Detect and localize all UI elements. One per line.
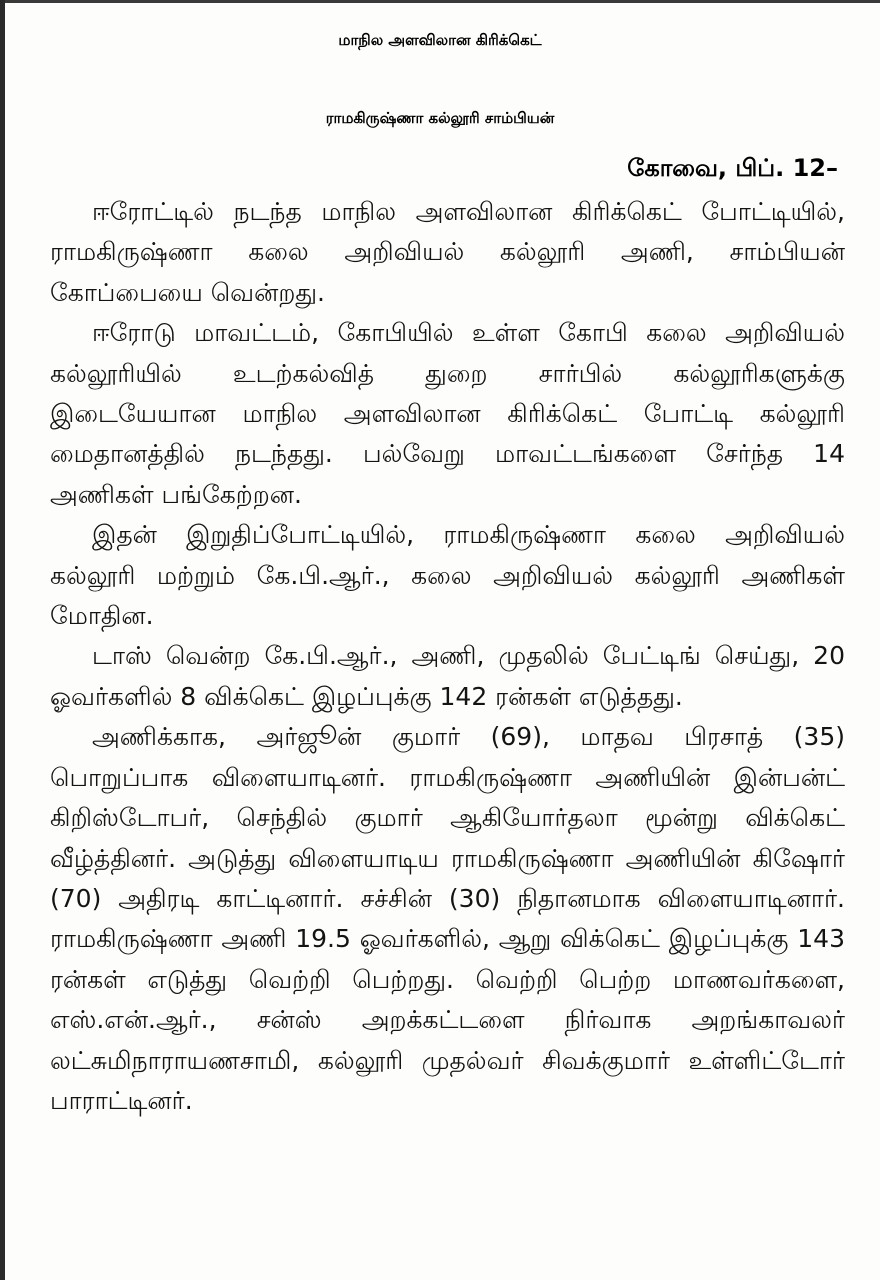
paragraph-5: அணிக்காக, அர்ஜூன் குமார் (69), மாதவ பிரசாத் (35) பொறுப்பாக விளையாடினர். ராமகிருஷ்ணா அணியின் இன்பன்ட் கிறிஸ்டோபர், செந்தில் குமார் ஆகியோர்தலா மூன்று விக்கெட் வீழ்த்தினர். அடுத்து விளையாடிய ராமகிருஷ்ணா அணியின் கிஷோர் (70) அதிரடி காட்டினார். சச்சின் (30) நிதானமாக விளையாடினார். ராமகிருஷ்ணா அணி 19.5 ஓவர்களில், ஆறு விக்கெட் இழப்புக்கு 143 ரன்கள் எடுத்து வெற்றி பெற்றது. வெற்றி பெற்ற மாணவர்களை, எஸ்.என்.ஆர்., சன்ஸ் அறக்கட்டளை நிர்வாக அறங்காவலர் லட்சுமிநாராயணசாமி, கல்லூரி முதல்வர் சிவக்குமார் உள்ளிட்டோர் பாராட்டினர். bbox=[50, 722, 845, 1115]
paragraph-2: ஈரோடு மாவட்டம், கோபியில் உள்ள கோபி கலை அறிவியல் கல்லூரியில் உடற்கல்வித் துறை சார்பில் கல்லூரிகளுக்கு இடையேயான மாநில அளவிலான கிரிக்கெட் போட்டி கல்லூரி மைதானத்தில் நடந்தது. பல்வேறு மாவட்டங்களை சேர்ந்த 14 அணிகள் பங்கேற்றன. bbox=[50, 318, 845, 509]
paragraph-4: டாஸ் வென்ற கே.பி.ஆர்., அணி, முதலில் பேட்டிங் செய்து, 20 ஓவர்களில் 8 விக்கெட் இழப்புக்கு 142 ரன்கள் எடுத்தது. bbox=[50, 641, 845, 711]
dateline: கோவை, பிப். 12– bbox=[627, 154, 838, 182]
left-border-line bbox=[0, 0, 5, 1280]
paragraph-1: ஈரோட்டில் நடந்த மாநில அளவிலான கிரிக்கெட் போட்டியில், ராமகிருஷ்ணா கலை அறிவியல் கல்லூரி அணி, சாம்பியன் கோப்பையை வென்றது. bbox=[50, 197, 845, 307]
article-body bbox=[50, 192, 845, 1121]
headline-line-2: ராமகிருஷ்ணா கல்லூரி சாம்பியன் bbox=[325, 109, 555, 127]
headline-line-1: மாநில அளவிலான கிரிக்கெட் bbox=[338, 31, 542, 49]
top-border-line bbox=[0, 0, 880, 3]
paragraph-3: இதன் இறுதிப்போட்டியில், ராமகிருஷ்ணா கலை அறிவியல் கல்லூரி மற்றும் கே.பி.ஆர்., கலை அறிவியல் கல்லூரி அணிகள் மோதின. bbox=[50, 520, 845, 631]
